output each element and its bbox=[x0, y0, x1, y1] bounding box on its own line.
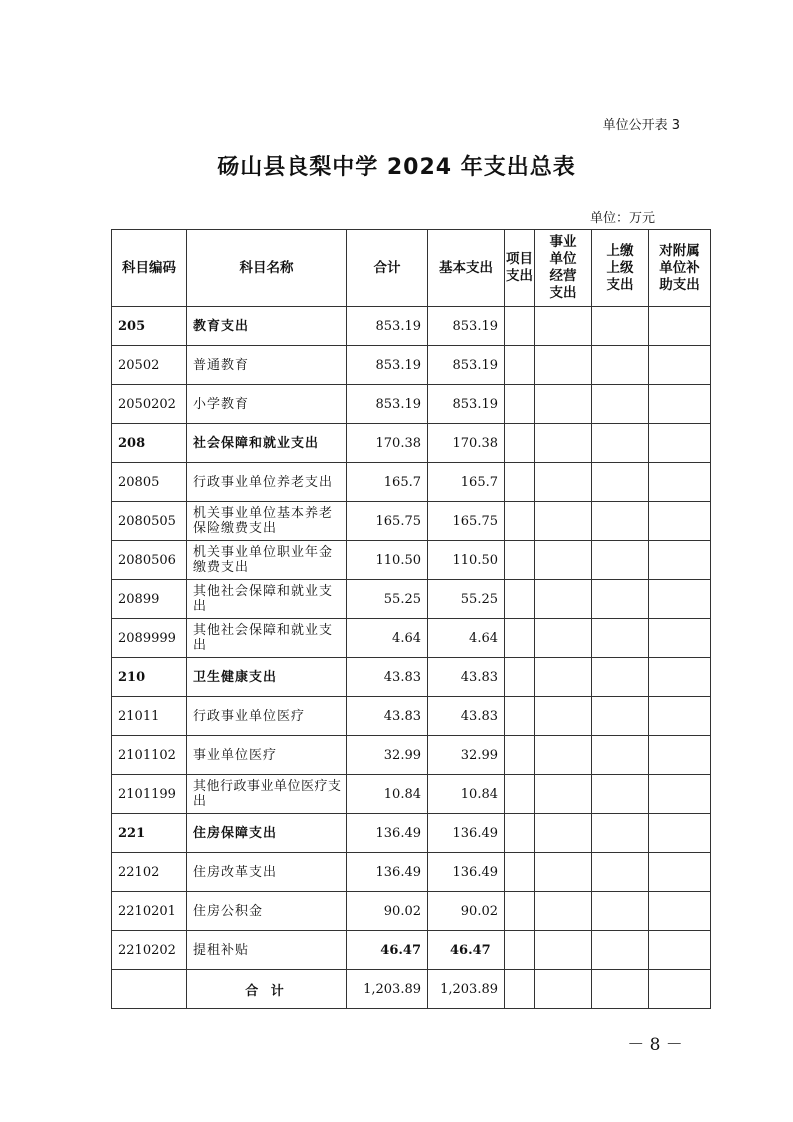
table-row bbox=[112, 697, 711, 736]
document-label: 单位公开表 3 bbox=[602, 118, 680, 133]
expenditure-table bbox=[111, 229, 711, 1009]
table-row bbox=[112, 892, 711, 931]
total-basic: 1,203.89 bbox=[428, 970, 505, 1009]
table-row bbox=[112, 463, 711, 502]
header-code: 科目编码 bbox=[112, 230, 187, 307]
row-total: 853.19 bbox=[347, 385, 428, 424]
row-basic: 136.49 bbox=[428, 814, 505, 853]
row-basic: 165.7 bbox=[428, 463, 505, 502]
row-basic: 90.02 bbox=[428, 892, 505, 931]
row-name: 行政事业单位医疗 bbox=[187, 697, 347, 736]
row-basic: 165.75 bbox=[428, 502, 505, 541]
row-basic: 4.64 bbox=[428, 619, 505, 658]
page-number: － 8 － bbox=[627, 1035, 683, 1055]
row-total: 165.75 bbox=[347, 502, 428, 541]
row-name: 住房改革支出 bbox=[187, 853, 347, 892]
table-row bbox=[112, 736, 711, 775]
row-code: 20805 bbox=[112, 463, 187, 502]
table-row bbox=[112, 307, 711, 346]
row-basic: 46.47 bbox=[428, 931, 505, 970]
row-code: 20899 bbox=[112, 580, 187, 619]
total-row bbox=[112, 970, 711, 1009]
row-total: 32.99 bbox=[347, 736, 428, 775]
row-code: 2210202 bbox=[112, 931, 187, 970]
header-upper: 上缴上级支出 bbox=[592, 230, 649, 307]
row-code: 2101102 bbox=[112, 736, 187, 775]
row-total: 46.47 bbox=[347, 931, 428, 970]
row-name: 教育支出 bbox=[187, 307, 347, 346]
table-row bbox=[112, 385, 711, 424]
row-total: 136.49 bbox=[347, 814, 428, 853]
unit-label: 单位：万元 bbox=[589, 211, 655, 226]
table-row bbox=[112, 853, 711, 892]
table-row bbox=[112, 580, 711, 619]
total-label: 合 计 bbox=[187, 970, 347, 1009]
row-code: 21011 bbox=[112, 697, 187, 736]
row-total: 165.7 bbox=[347, 463, 428, 502]
row-code: 221 bbox=[112, 814, 187, 853]
row-code: 2080505 bbox=[112, 502, 187, 541]
row-name: 住房公积金 bbox=[187, 892, 347, 931]
table-row bbox=[112, 775, 711, 814]
row-code: 2101199 bbox=[112, 775, 187, 814]
row-name: 卫生健康支出 bbox=[187, 658, 347, 697]
row-code: 205 bbox=[112, 307, 187, 346]
row-name: 小学教育 bbox=[187, 385, 347, 424]
row-basic: 43.83 bbox=[428, 697, 505, 736]
table-row bbox=[112, 346, 711, 385]
total-amount: 1,203.89 bbox=[347, 970, 428, 1009]
row-total: 170.38 bbox=[347, 424, 428, 463]
row-code: 2089999 bbox=[112, 619, 187, 658]
row-code: 210 bbox=[112, 658, 187, 697]
row-basic: 853.19 bbox=[428, 385, 505, 424]
table-row bbox=[112, 619, 711, 658]
row-total: 43.83 bbox=[347, 658, 428, 697]
table-header-row bbox=[112, 230, 711, 307]
row-name: 社会保障和就业支出 bbox=[187, 424, 347, 463]
row-name: 提租补贴 bbox=[187, 931, 347, 970]
header-basic: 基本支出 bbox=[428, 230, 505, 307]
table-row bbox=[112, 658, 711, 697]
page-title: 砀山县良梨中学 2024 年支出总表 bbox=[217, 155, 576, 180]
row-name: 其他行政事业单位医疗支出 bbox=[187, 775, 347, 814]
row-total: 853.19 bbox=[347, 307, 428, 346]
row-total: 43.83 bbox=[347, 697, 428, 736]
table-row bbox=[112, 424, 711, 463]
row-code: 2080506 bbox=[112, 541, 187, 580]
row-basic: 853.19 bbox=[428, 307, 505, 346]
row-total: 4.64 bbox=[347, 619, 428, 658]
row-total: 110.50 bbox=[347, 541, 428, 580]
row-code: 2210201 bbox=[112, 892, 187, 931]
row-name: 机关事业单位职业年金缴费支出 bbox=[187, 541, 347, 580]
row-code: 208 bbox=[112, 424, 187, 463]
row-total: 10.84 bbox=[347, 775, 428, 814]
row-name: 事业单位医疗 bbox=[187, 736, 347, 775]
row-name: 普通教育 bbox=[187, 346, 347, 385]
row-name: 机关事业单位基本养老保险缴费支出 bbox=[187, 502, 347, 541]
row-basic: 55.25 bbox=[428, 580, 505, 619]
row-code: 20502 bbox=[112, 346, 187, 385]
table-row bbox=[112, 502, 711, 541]
row-total: 853.19 bbox=[347, 346, 428, 385]
row-basic: 110.50 bbox=[428, 541, 505, 580]
row-name: 其他社会保障和就业支出 bbox=[187, 580, 347, 619]
header-project: 项目支出 bbox=[505, 230, 535, 307]
row-basic: 10.84 bbox=[428, 775, 505, 814]
row-basic: 32.99 bbox=[428, 736, 505, 775]
table-row bbox=[112, 541, 711, 580]
row-total: 55.25 bbox=[347, 580, 428, 619]
row-name: 其他社会保障和就业支出 bbox=[187, 619, 347, 658]
row-code: 2050202 bbox=[112, 385, 187, 424]
row-basic: 43.83 bbox=[428, 658, 505, 697]
header-name: 科目名称 bbox=[187, 230, 347, 307]
row-code: 22102 bbox=[112, 853, 187, 892]
row-basic: 170.38 bbox=[428, 424, 505, 463]
table-row bbox=[112, 931, 711, 970]
row-name: 住房保障支出 bbox=[187, 814, 347, 853]
header-business: 事业单位经营支出 bbox=[535, 230, 592, 307]
row-total: 90.02 bbox=[347, 892, 428, 931]
row-total: 136.49 bbox=[347, 853, 428, 892]
table-row bbox=[112, 814, 711, 853]
header-total: 合计 bbox=[347, 230, 428, 307]
row-basic: 853.19 bbox=[428, 346, 505, 385]
row-basic: 136.49 bbox=[428, 853, 505, 892]
header-subsidiary: 对附属单位补助支出 bbox=[649, 230, 711, 307]
row-name: 行政事业单位养老支出 bbox=[187, 463, 347, 502]
